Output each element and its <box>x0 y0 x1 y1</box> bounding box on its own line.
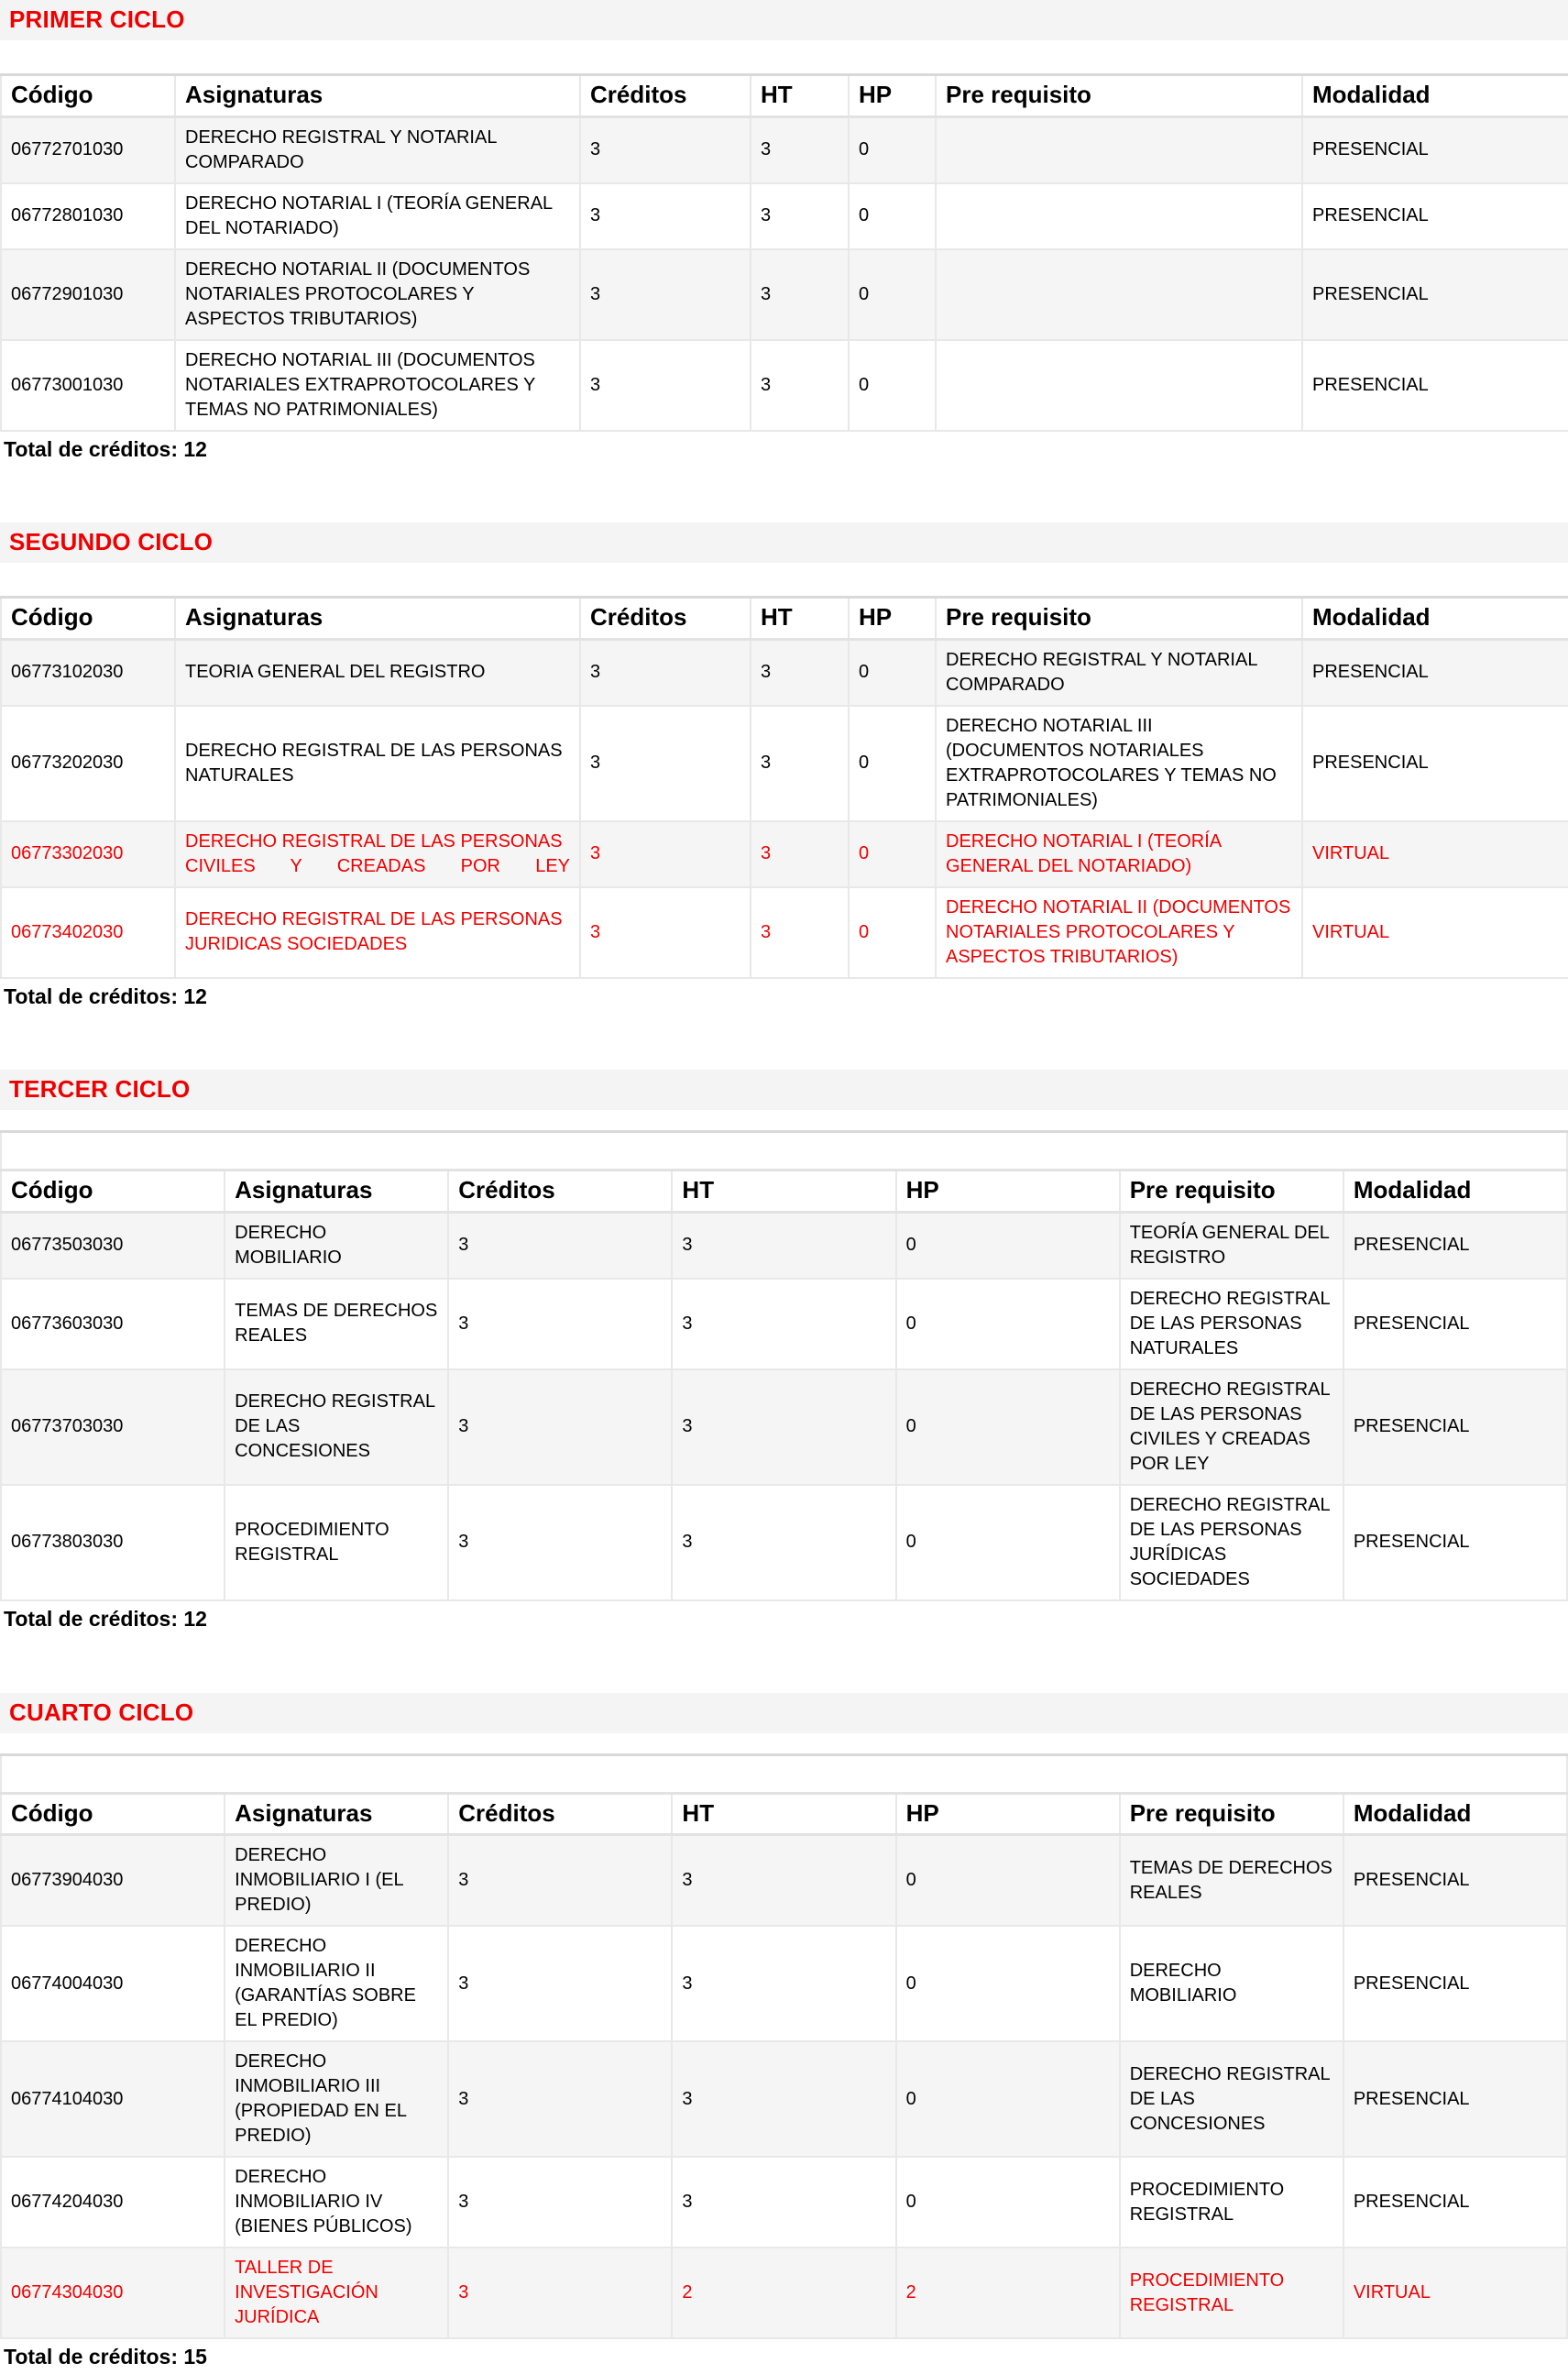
cell-ht: 3 <box>672 1369 895 1485</box>
cell-creditos: 3 <box>448 1279 672 1369</box>
table-row <box>1 887 1568 978</box>
cell-modalidad: VIRTUAL <box>1343 2248 1567 2338</box>
column-header-hp: HP <box>849 75 936 117</box>
cell-ht: 2 <box>672 2248 895 2338</box>
table-row <box>1 1926 1567 2041</box>
cell-ht: 3 <box>751 821 849 887</box>
cell-pre-requisito: PROCEDIMIENTO REGISTRAL <box>1120 2157 1343 2248</box>
cell-asignatura: TEORIA GENERAL DEL REGISTRO <box>175 639 580 706</box>
cell-creditos: 3 <box>580 887 751 978</box>
column-header-creditos: Créditos <box>448 1793 672 1835</box>
section-gap <box>0 466 1568 522</box>
cell-hp: 0 <box>849 183 936 249</box>
table-row <box>1 2041 1567 2157</box>
cell-modalidad: PRESENCIAL <box>1343 1212 1567 1279</box>
cell-hp: 0 <box>849 821 936 887</box>
cycle-title-bar <box>0 1693 1568 1733</box>
cell-asignatura: DERECHO INMOBILIARIO III (PROPIEDAD EN EL PREDIO) <box>225 2041 448 2157</box>
cell-pre-requisito: PROCEDIMIENTO REGISTRAL <box>1120 2248 1343 2338</box>
cell-modalidad: PRESENCIAL <box>1302 116 1568 183</box>
table-row <box>1 821 1568 887</box>
table-row <box>1 1835 1567 1927</box>
cell-asignatura: DERECHO NOTARIAL III (DOCUMENTOS NOTARIALES EXTRAPROTOCOLARES Y TEMAS NO PATRIMONIALES) <box>175 340 580 431</box>
table-spacer-cell <box>1 1754 1567 1793</box>
table-spacer-cell <box>1 1132 1567 1171</box>
cycle-title-gap <box>0 40 1568 73</box>
table-spacer-row <box>1 1132 1567 1171</box>
cell-codigo: 06773904030 <box>1 1835 225 1927</box>
cell-codigo: 06773703030 <box>1 1369 225 1485</box>
table-row <box>1 2248 1567 2338</box>
cell-ht: 3 <box>672 1835 895 1927</box>
table-row <box>1 639 1568 706</box>
cycle-title: TERCER CICLO <box>9 1075 191 1104</box>
cell-asignatura: DERECHO REGISTRAL Y NOTARIAL COMPARADO <box>175 116 580 183</box>
column-header-hp: HP <box>849 598 936 640</box>
column-header-modalidad: Modalidad <box>1343 1171 1567 1213</box>
cell-creditos: 3 <box>580 706 751 821</box>
column-header-asignaturas: Asignaturas <box>175 598 580 640</box>
column-header-hp: HP <box>896 1171 1120 1213</box>
cell-creditos: 3 <box>448 1369 672 1485</box>
table-row <box>1 116 1568 183</box>
cell-creditos: 3 <box>580 821 751 887</box>
cycle-table <box>0 73 1568 432</box>
cell-pre-requisito: TEORÍA GENERAL DEL REGISTRO <box>1120 1212 1343 1279</box>
cycle-title: CUARTO CICLO <box>9 1698 194 1726</box>
cell-modalidad: PRESENCIAL <box>1343 1835 1567 1927</box>
total-credits-label: Total de créditos: 12 <box>0 1601 1568 1636</box>
cell-pre-requisito: DERECHO REGISTRAL DE LAS CONCESIONES <box>1120 2041 1343 2157</box>
table-row <box>1 340 1568 431</box>
cycle-title-gap <box>0 563 1568 596</box>
cell-modalidad: PRESENCIAL <box>1302 639 1568 706</box>
cell-asignatura: DERECHO REGISTRAL DE LAS CONCESIONES <box>225 1369 448 1485</box>
cell-pre-requisito <box>936 116 1302 183</box>
cell-creditos: 3 <box>448 2248 672 2338</box>
cell-asignatura: DERECHO INMOBILIARIO IV (BIENES PÚBLICOS) <box>225 2157 448 2248</box>
table-header-row <box>1 1171 1567 1213</box>
cell-codigo: 06774204030 <box>1 2157 225 2248</box>
cell-asignatura: DERECHO INMOBILIARIO II (GARANTÍAS SOBRE EL PREDIO) <box>225 1926 448 2041</box>
cell-modalidad: PRESENCIAL <box>1343 1369 1567 1485</box>
table-row <box>1 1212 1567 1279</box>
cell-modalidad: PRESENCIAL <box>1302 249 1568 340</box>
cell-asignatura: DERECHO REGISTRAL DE LAS PERSONAS NATURALES <box>175 706 580 821</box>
cell-pre-requisito <box>936 340 1302 431</box>
cell-ht: 3 <box>751 639 849 706</box>
cycle-section <box>0 0 1568 522</box>
table-head <box>1 1132 1567 1213</box>
cell-creditos: 3 <box>448 1212 672 1279</box>
cell-codigo: 06772801030 <box>1 183 175 249</box>
column-header-creditos: Créditos <box>580 598 751 640</box>
cycle-table <box>0 1753 1568 2340</box>
column-header-ht: HT <box>672 1171 895 1213</box>
cell-creditos: 3 <box>448 2041 672 2157</box>
cell-pre-requisito <box>936 249 1302 340</box>
cycle-title: SEGUNDO CICLO <box>9 528 214 556</box>
cell-hp: 0 <box>896 1279 1120 1369</box>
cell-pre-requisito <box>936 183 1302 249</box>
column-header-pre-requisito: Pre requisito <box>936 598 1302 640</box>
cycle-section <box>0 1070 1568 1692</box>
cell-ht: 3 <box>751 249 849 340</box>
cycle-table <box>0 596 1568 979</box>
column-header-hp: HP <box>896 1793 1120 1835</box>
cell-creditos: 3 <box>580 249 751 340</box>
section-gap <box>0 1013 1568 1070</box>
cell-ht: 3 <box>672 1926 895 2041</box>
cell-codigo: 06773202030 <box>1 706 175 821</box>
section-gap <box>0 1636 1568 1693</box>
cell-modalidad: VIRTUAL <box>1302 887 1568 978</box>
table-row <box>1 1485 1567 1600</box>
cell-pre-requisito: DERECHO REGISTRAL DE LAS PERSONAS CIVILES Y CREADAS POR LEY <box>1120 1369 1343 1485</box>
column-header-ht: HT <box>751 598 849 640</box>
table-body <box>1 639 1568 978</box>
cell-modalidad: PRESENCIAL <box>1343 1279 1567 1369</box>
cell-asignatura: DERECHO MOBILIARIO <box>225 1212 448 1279</box>
cell-ht: 3 <box>672 1279 895 1369</box>
cell-asignatura: DERECHO REGISTRAL DE LAS PERSONAS CIVILES Y CREADAS POR LEY <box>175 821 580 887</box>
cell-creditos: 3 <box>448 2157 672 2248</box>
column-header-asignaturas: Asignaturas <box>175 75 580 117</box>
cycle-title: PRIMER CICLO <box>9 5 185 33</box>
column-header-pre-requisito: Pre requisito <box>1120 1171 1343 1213</box>
cell-codigo: 06772701030 <box>1 116 175 183</box>
cell-hp: 0 <box>896 1926 1120 2041</box>
cell-ht: 3 <box>672 2157 895 2248</box>
cell-creditos: 3 <box>580 340 751 431</box>
cell-asignatura: DERECHO NOTARIAL I (TEORÍA GENERAL DEL NOTARIADO) <box>175 183 580 249</box>
table-body <box>1 116 1568 431</box>
cycle-title-bar <box>0 522 1568 563</box>
cell-ht: 3 <box>672 1485 895 1600</box>
table-row <box>1 1279 1567 1369</box>
table-row <box>1 706 1568 821</box>
cell-codigo: 06773803030 <box>1 1485 225 1600</box>
column-header-modalidad: Modalidad <box>1302 598 1568 640</box>
column-header-asignaturas: Asignaturas <box>225 1171 448 1213</box>
cell-modalidad: PRESENCIAL <box>1302 706 1568 821</box>
column-header-pre-requisito: Pre requisito <box>1120 1793 1343 1835</box>
table-spacer-row <box>1 1754 1567 1793</box>
cycle-title-gap <box>0 1110 1568 1130</box>
cell-pre-requisito: DERECHO REGISTRAL DE LAS PERSONAS JURÍDICAS SOCIEDADES <box>1120 1485 1343 1600</box>
cell-ht: 3 <box>672 2041 895 2157</box>
cell-pre-requisito: DERECHO MOBILIARIO <box>1120 1926 1343 2041</box>
cell-hp: 0 <box>896 2157 1120 2248</box>
cell-pre-requisito: DERECHO REGISTRAL Y NOTARIAL COMPARADO <box>936 639 1302 706</box>
cell-codigo: 06773503030 <box>1 1212 225 1279</box>
column-header-pre-requisito: Pre requisito <box>936 75 1302 117</box>
cell-modalidad: PRESENCIAL <box>1343 1926 1567 2041</box>
cell-creditos: 3 <box>448 1926 672 2041</box>
table-head <box>1 1754 1567 1835</box>
cell-codigo: 06773603030 <box>1 1279 225 1369</box>
column-header-modalidad: Modalidad <box>1343 1793 1567 1835</box>
cell-codigo: 06773302030 <box>1 821 175 887</box>
cell-asignatura: PROCEDIMIENTO REGISTRAL <box>225 1485 448 1600</box>
total-credits-label: Total de créditos: 12 <box>0 432 1568 467</box>
cycle-section <box>0 522 1568 1070</box>
cell-hp: 0 <box>896 1835 1120 1927</box>
column-header-ht: HT <box>672 1793 895 1835</box>
cell-creditos: 3 <box>580 639 751 706</box>
cell-hp: 0 <box>849 249 936 340</box>
cell-hp: 0 <box>849 706 936 821</box>
table-head <box>1 75 1568 117</box>
cell-modalidad: PRESENCIAL <box>1343 2041 1567 2157</box>
cell-ht: 3 <box>672 1212 895 1279</box>
cell-asignatura: DERECHO NOTARIAL II (DOCUMENTOS NOTARIALES PROTOCOLARES Y ASPECTOS TRIBUTARIOS) <box>175 249 580 340</box>
column-header-codigo: Código <box>1 598 175 640</box>
cell-hp: 0 <box>896 1485 1120 1600</box>
cell-creditos: 3 <box>448 1485 672 1600</box>
table-row <box>1 1369 1567 1485</box>
cell-pre-requisito: DERECHO NOTARIAL II (DOCUMENTOS NOTARIALES PROTOCOLARES Y ASPECTOS TRIBUTARIOS) <box>936 887 1302 978</box>
total-credits-label: Total de créditos: 12 <box>0 979 1568 1014</box>
cycle-title-gap <box>0 1733 1568 1753</box>
cycle-title-bar <box>0 0 1568 40</box>
cell-ht: 3 <box>751 340 849 431</box>
cell-asignatura: TALLER DE INVESTIGACIÓN JURÍDICA <box>225 2248 448 2338</box>
cell-codigo: 06773102030 <box>1 639 175 706</box>
cell-pre-requisito: DERECHO REGISTRAL DE LAS PERSONAS NATURALES <box>1120 1279 1343 1369</box>
cell-hp: 0 <box>896 1369 1120 1485</box>
cell-codigo: 06772901030 <box>1 249 175 340</box>
cell-hp: 0 <box>849 116 936 183</box>
cell-creditos: 3 <box>580 116 751 183</box>
cell-hp: 0 <box>849 340 936 431</box>
column-header-creditos: Créditos <box>448 1171 672 1213</box>
cell-modalidad: VIRTUAL <box>1302 821 1568 887</box>
table-head <box>1 598 1568 640</box>
table-row <box>1 183 1568 249</box>
table-body <box>1 1212 1567 1600</box>
cell-modalidad: PRESENCIAL <box>1302 183 1568 249</box>
cell-creditos: 3 <box>448 1835 672 1927</box>
cycle-title-bar <box>0 1070 1568 1110</box>
cell-hp: 0 <box>896 2041 1120 2157</box>
cell-asignatura: DERECHO REGISTRAL DE LAS PERSONAS JURIDICAS SOCIEDADES <box>175 887 580 978</box>
cycle-table <box>0 1130 1568 1601</box>
table-header-row <box>1 75 1568 117</box>
table-header-row <box>1 598 1568 640</box>
cell-hp: 2 <box>896 2248 1120 2338</box>
column-header-creditos: Créditos <box>580 75 751 117</box>
cell-codigo: 06773402030 <box>1 887 175 978</box>
column-header-ht: HT <box>751 75 849 117</box>
cell-hp: 0 <box>849 887 936 978</box>
cell-modalidad: PRESENCIAL <box>1302 340 1568 431</box>
cell-pre-requisito: DERECHO NOTARIAL I (TEORÍA GENERAL DEL NOTARIADO) <box>936 821 1302 887</box>
table-row <box>1 249 1568 340</box>
cell-pre-requisito: DERECHO NOTARIAL III (DOCUMENTOS NOTARIALES EXTRAPROTOCOLARES Y TEMAS NO PATRIMONIALES) <box>936 706 1302 821</box>
cell-codigo: 06774004030 <box>1 1926 225 2041</box>
cell-ht: 3 <box>751 706 849 821</box>
cell-ht: 3 <box>751 183 849 249</box>
cell-ht: 3 <box>751 116 849 183</box>
cell-ht: 3 <box>751 887 849 978</box>
cell-pre-requisito: TEMAS DE DERECHOS REALES <box>1120 1835 1343 1927</box>
column-header-modalidad: Modalidad <box>1302 75 1568 117</box>
cell-modalidad: PRESENCIAL <box>1343 1485 1567 1600</box>
table-header-row <box>1 1793 1567 1835</box>
cycle-section <box>0 1693 1568 2374</box>
cell-creditos: 3 <box>580 183 751 249</box>
column-header-codigo: Código <box>1 75 175 117</box>
cell-asignatura: TEMAS DE DERECHOS REALES <box>225 1279 448 1369</box>
cell-codigo: 06774104030 <box>1 2041 225 2157</box>
column-header-asignaturas: Asignaturas <box>225 1793 448 1835</box>
cell-asignatura: DERECHO INMOBILIARIO I (EL PREDIO) <box>225 1835 448 1927</box>
table-body <box>1 1835 1567 2339</box>
cell-hp: 0 <box>849 639 936 706</box>
cell-hp: 0 <box>896 1212 1120 1279</box>
table-row <box>1 2157 1567 2248</box>
total-credits-label: Total de créditos: 15 <box>0 2339 1568 2374</box>
cell-modalidad: PRESENCIAL <box>1343 2157 1567 2248</box>
cell-codigo: 06773001030 <box>1 340 175 431</box>
column-header-codigo: Código <box>1 1171 225 1213</box>
cell-codigo: 06774304030 <box>1 2248 225 2338</box>
column-header-codigo: Código <box>1 1793 225 1835</box>
